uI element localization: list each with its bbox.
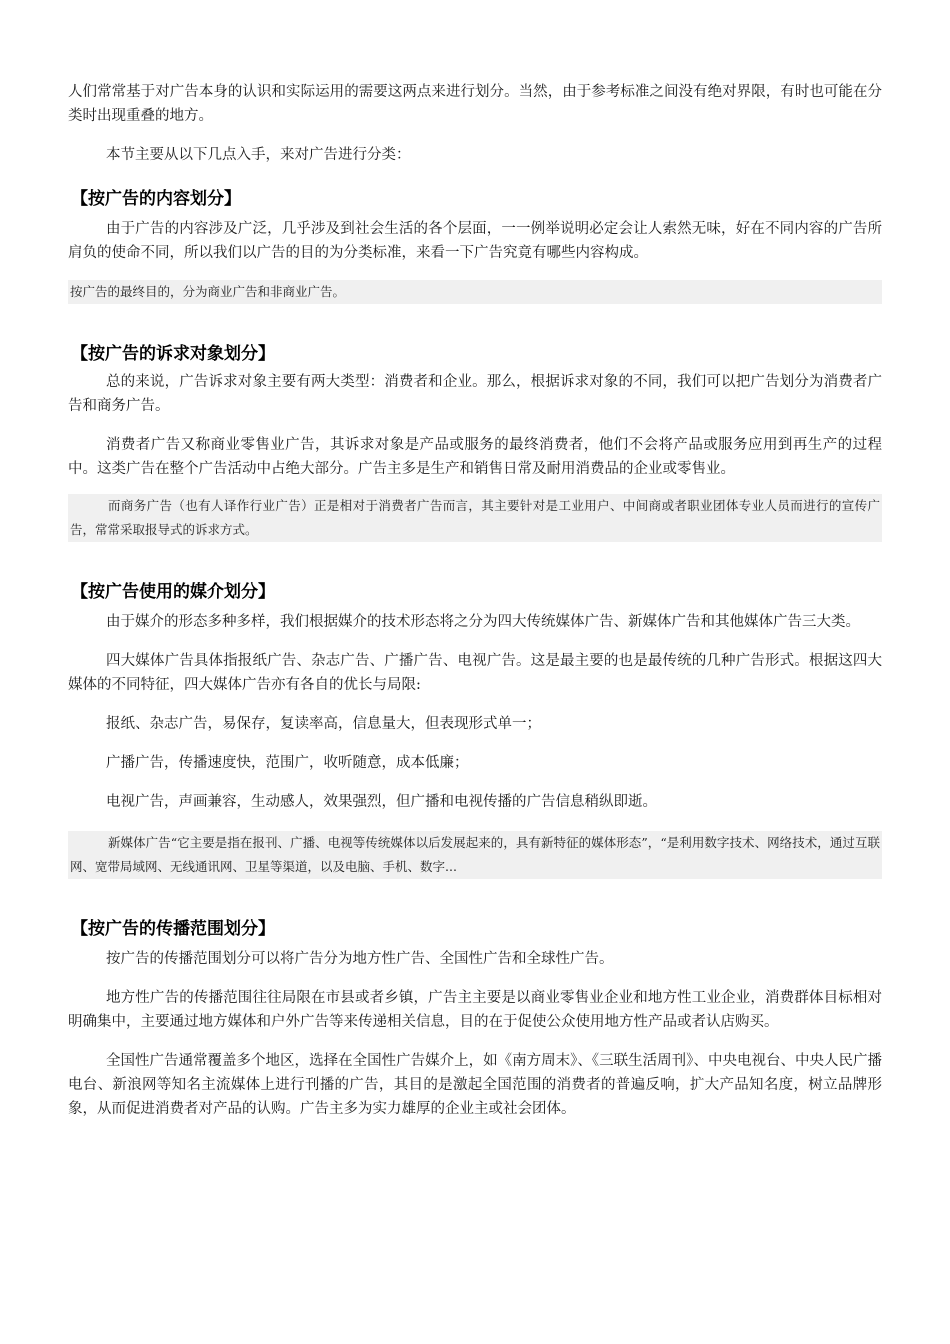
summary-text: 而商务广告（也有人译作行业广告）正是相对于消费者广告而言，其主要针对是工业用户、中间商或者职业团体专业人员而进行的宣传广告，常常采取报导式的诉求方式。 bbox=[70, 498, 880, 537]
section-paragraph: 消费者广告又称商业零售业广告，其诉求对象是产品或服务的最终消费者，他们不会将产品或服务应用到再生产的过程中。这类广告在整个广告活动中占绝大部分。广告主多是生产和销售日常及耐用消费品的企业或零售业。 bbox=[68, 437, 882, 477]
section-heading-range: 【按广告的传播范围划分】 bbox=[71, 919, 275, 939]
list-paragraph: 电视广告，声画兼容，生动感人，效果强烈，但广播和电视传播的广告信息稍纵即逝。 bbox=[106, 794, 657, 810]
section-paragraph: 由于媒介的形态多种多样，我们根据媒介的技术形态将之分为四大传统媒体广告、新媒体广告和其他媒体广告三大类。 bbox=[106, 614, 860, 630]
summary-box bbox=[68, 280, 882, 304]
section-paragraph: 总的来说，广告诉求对象主要有两大类型：消费者和企业。那么，根据诉求对象的不同，我们可以把广告划分为消费者广告和商务广告。 bbox=[68, 374, 882, 414]
list-paragraph: 报纸、杂志广告，易保存，复读率高，信息量大，但表现形式单一； bbox=[106, 716, 541, 732]
section-paragraph: 地方性广告的传播范围往往局限在市县或者乡镇，广告主主要是以商业零售业企业和地方性工业企业，消费群体目标相对明确集中，主要通过地方媒体和户外广告等来传递相关信息，目的在于促使公众使用地方性产品或者认店购买。 bbox=[68, 990, 882, 1030]
section-heading-content: 【按广告的内容划分】 bbox=[71, 189, 241, 209]
intro-lead: 本节主要从以下几点入手，来对广告进行分类： bbox=[106, 147, 411, 163]
summary-text: 按广告的最终目的，分为商业广告和非商业广告。 bbox=[70, 284, 346, 299]
document-body bbox=[68, 80, 882, 1121]
summary-text: 新媒体广告“它主要是指在报刊、广播、电视等传统媒体以后发展起来的，具有新特征的媒体形态”，“是利用数字技术、网络技术，通过互联网、宽带局域网、无线通讯网、卫星等渠道，以及电脑、手机、数字... bbox=[70, 835, 880, 874]
section-heading-media: 【按广告使用的媒介划分】 bbox=[71, 582, 275, 602]
section-paragraph: 按广告的传播范围划分可以将广告分为地方性广告、全国性广告和全球性广告。 bbox=[106, 951, 614, 967]
list-paragraph: 广播广告，传播速度快，范围广，收听随意，成本低廉； bbox=[106, 755, 469, 771]
section-paragraph: 由于广告的内容涉及广泛，几乎涉及到社会生活的各个层面，一一例举说明必定会让人索然无味，好在不同内容的广告所肩负的使命不同，所以我们以广告的目的为分类标准，来看一下广告究竟有哪些内容构成。 bbox=[68, 221, 882, 261]
intro-paragraph: 人们常常基于对广告本身的认识和实际运用的需要这两点来进行划分。当然，由于参考标准之间没有绝对界限，有时也可能在分类时出现重叠的地方。 bbox=[68, 84, 882, 124]
section-heading-audience: 【按广告的诉求对象划分】 bbox=[71, 344, 275, 364]
summary-box bbox=[68, 494, 882, 542]
section-paragraph: 四大媒体广告具体指报纸广告、杂志广告、广播广告、电视广告。这是最主要的也是最传统的几种广告形式。根据这四大媒体的不同特征，四大媒体广告亦有各自的优长与局限: bbox=[68, 653, 882, 693]
summary-box bbox=[68, 831, 882, 879]
section-paragraph: 全国性广告通常覆盖多个地区，选择在全国性广告媒介上，如《南方周末》、《三联生活周刊》、中央电视台、中央人民广播电台、新浪网等知名主流媒体上进行刊播的广告，其目的是激起全国范围的消费者的普遍反响，扩大产品知名度，树立品牌形象，从而促进消费者对产品的认购。广告主多为实力雄厚的企业主或社会团体。 bbox=[68, 1053, 882, 1117]
